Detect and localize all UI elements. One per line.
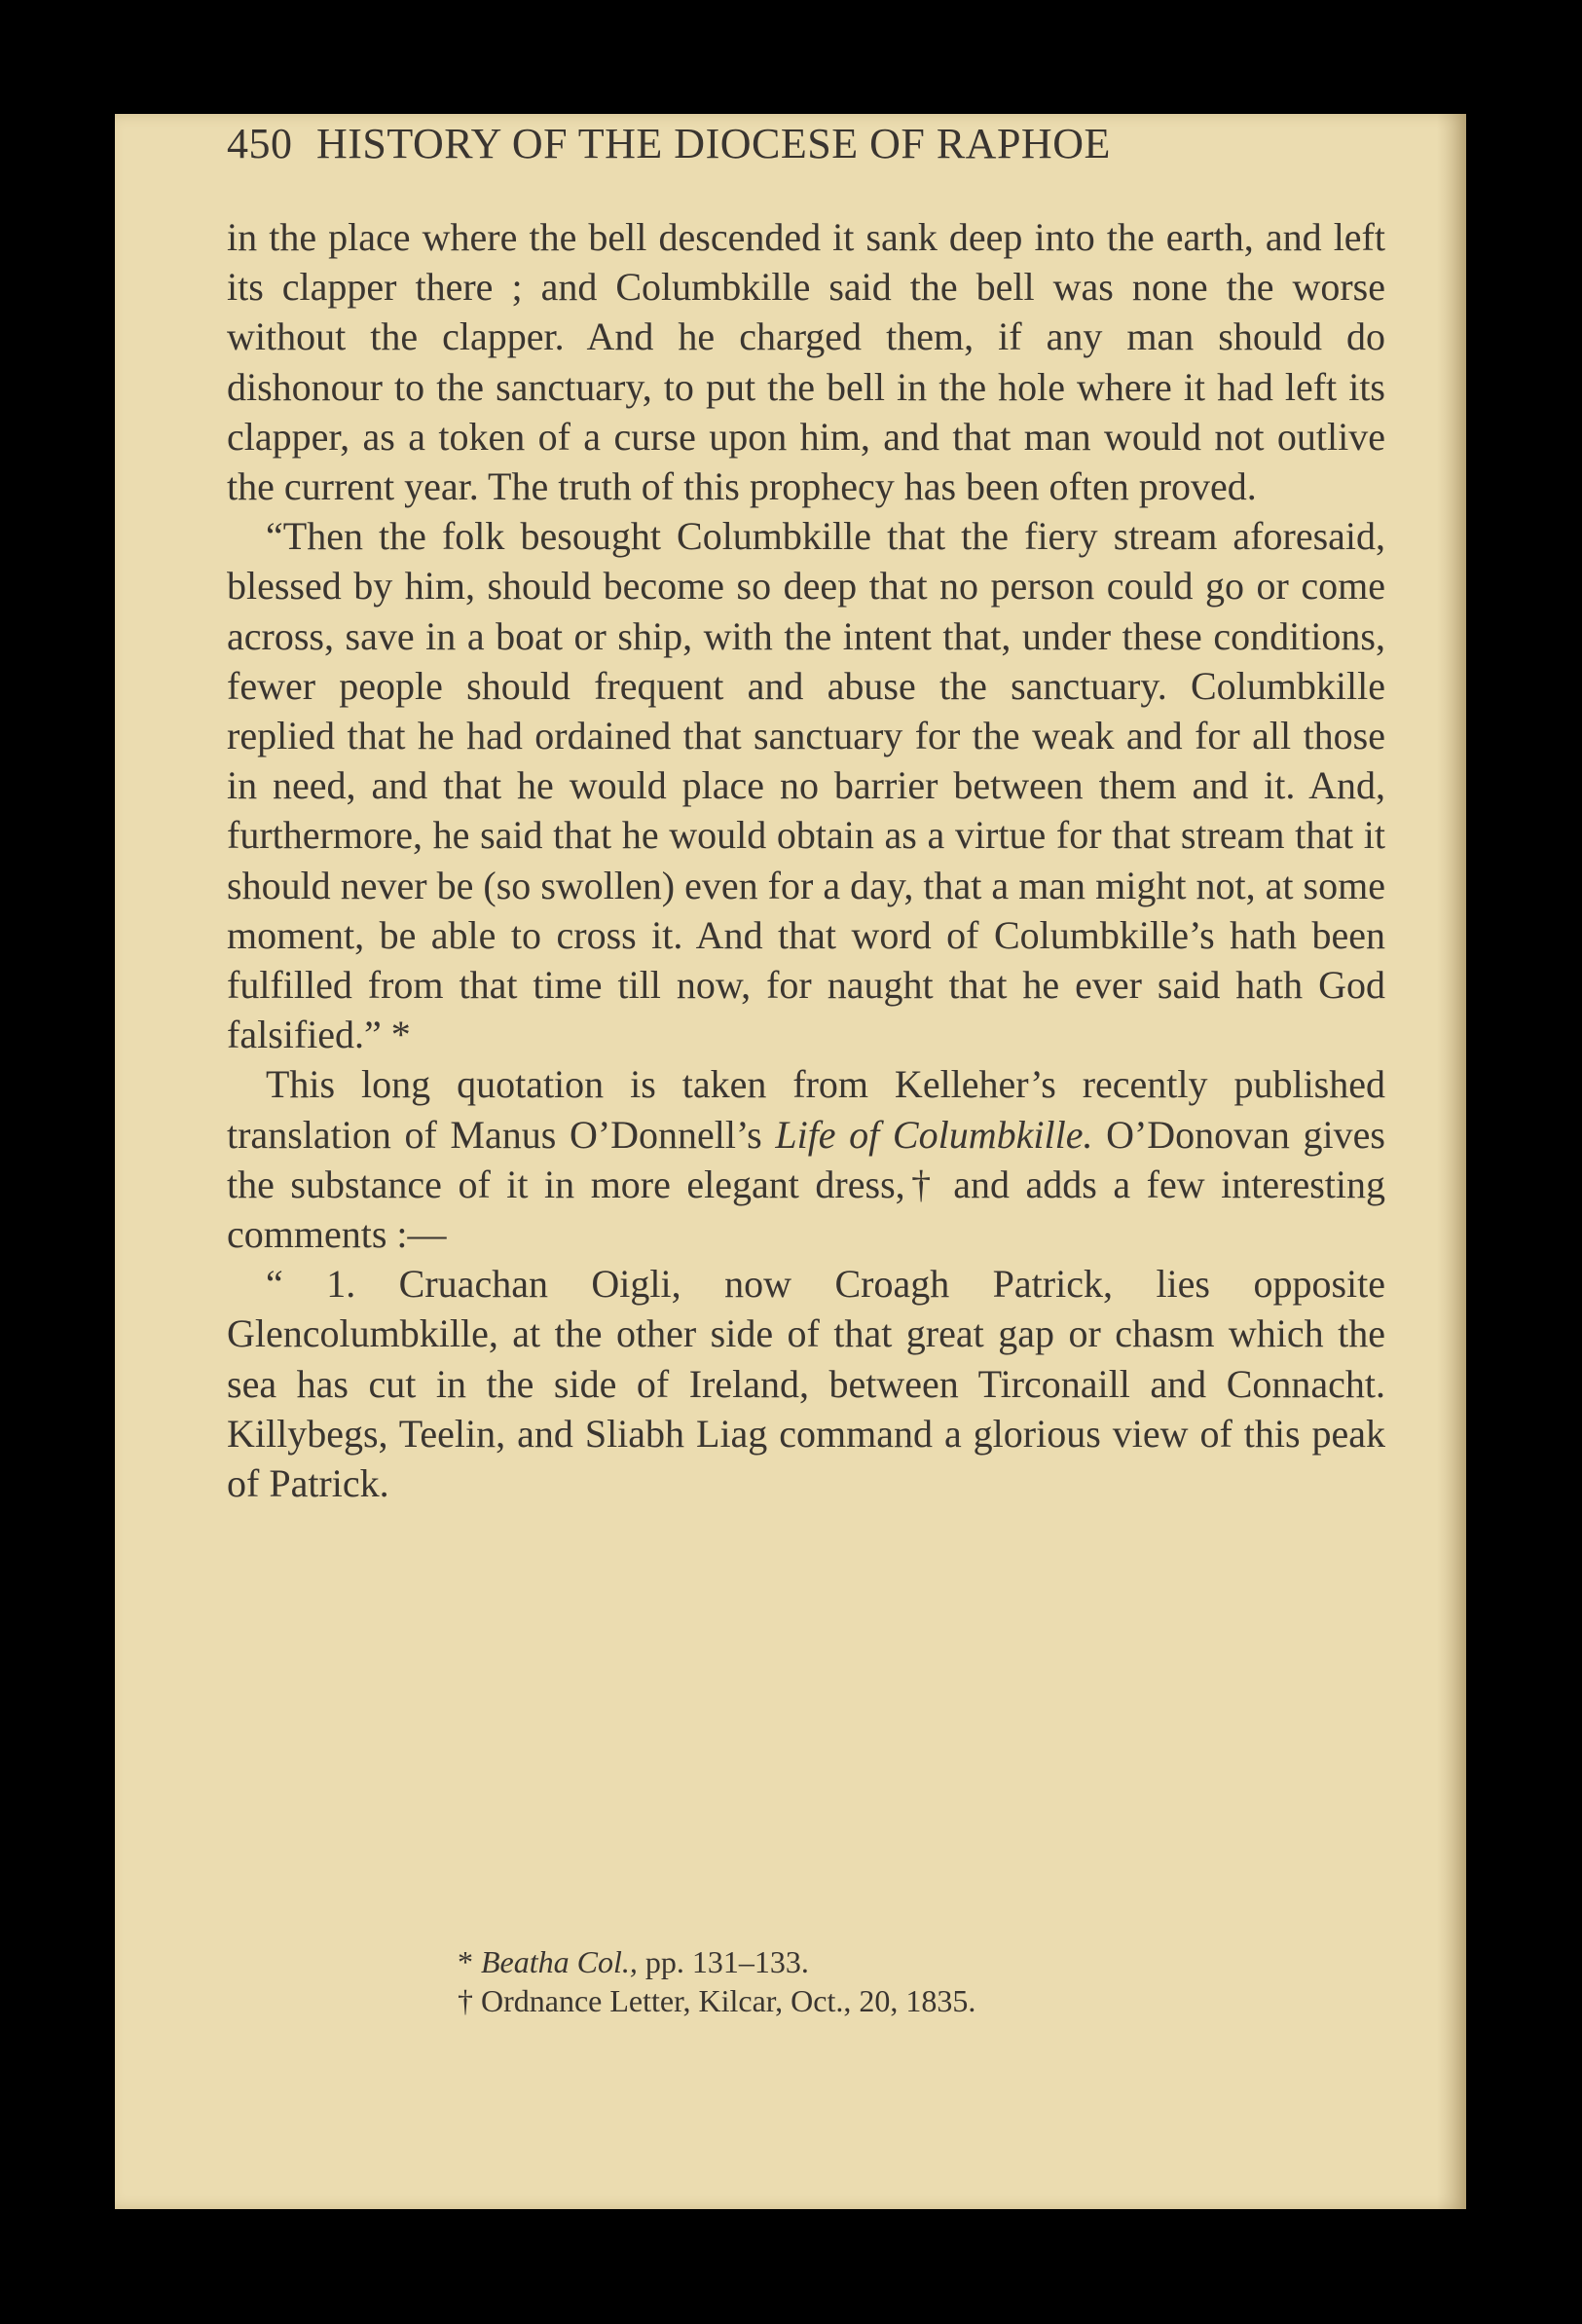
- footnote-italic: Beatha Col.,: [481, 1944, 638, 1979]
- footnotes: [458, 1942, 1334, 2020]
- book-title-italic: Life of Columbkille.: [775, 1112, 1093, 1157]
- paragraph-bell-clapper: in the place where the bell descended it sank deep into the earth, and left its clapper there ; and Columbkille said the bell was none the worse without the clapper. And he charged them, if any man should do dishonour to the sanctuary, to put the bell in the hole where it had left its clapper, as a token of a curse upon him, and that man would not outlive the current year. The truth of this prophecy has been often proved.: [227, 215, 1385, 509]
- footnote-text: pp. 131–133.: [637, 1944, 809, 1979]
- paragraph-text-before: This long quotation is taken from Kelleher’s recently published translation of Manus O’Donnell’s: [227, 1062, 1385, 1157]
- paragraph-fiery-stream: “Then the folk besought Columbkille that the fiery stream aforesaid, blessed by him, should become so deep that no person could go or come across, save in a boat or ship, with the intent that, under these conditions, fewer people should frequent and abuse the sanctuary. Columbkille replied that he had ordained that sanctuary for the weak and for all those in need, and that he would place no barrier between them and it. And, furthermore, he said that he would obtain as a virtue for that stream that it should never be (so swollen) even for a day, that a man might not, at some moment, be able to cross it. And that word of Columbkille’s hath been fulfilled from that time till now, for naught that he ever said hath God falsified.” *: [227, 514, 1385, 1057]
- footnote-2: [458, 1981, 1334, 2020]
- footnote-text: Ordnance Letter, Kilcar, Oct., 20, 1835.: [481, 1983, 976, 2018]
- page-number: 450: [227, 120, 293, 167]
- footnote-1: [458, 1942, 1334, 1981]
- running-header: [227, 119, 1220, 177]
- paragraph-text-after: O’Donovan gives the substance of it in more elegant dress,† and adds a few interesting comments :—: [227, 1112, 1385, 1257]
- paragraph-quotation-source: [227, 1059, 1385, 1259]
- page-edge-shadow: [1437, 114, 1466, 2209]
- body-text: [227, 212, 1385, 1508]
- paragraph-cruachan-oigli: “ 1. Cruachan Oigli, now Croagh Patrick, lies opposite Glencolumbkille, at the other side of that great gap or chasm which the sea has cut in the side of Ireland, between Tirconaill and Connacht. Killybegs, Teelin, and Sliabh Liag command a glorious view of this peak of Patrick.: [227, 1262, 1385, 1506]
- footnote-marker: †: [458, 1983, 481, 2018]
- footnote-marker: *: [458, 1944, 481, 1979]
- running-title: HISTORY OF THE DIOCESE OF RAPHOE: [316, 120, 1111, 167]
